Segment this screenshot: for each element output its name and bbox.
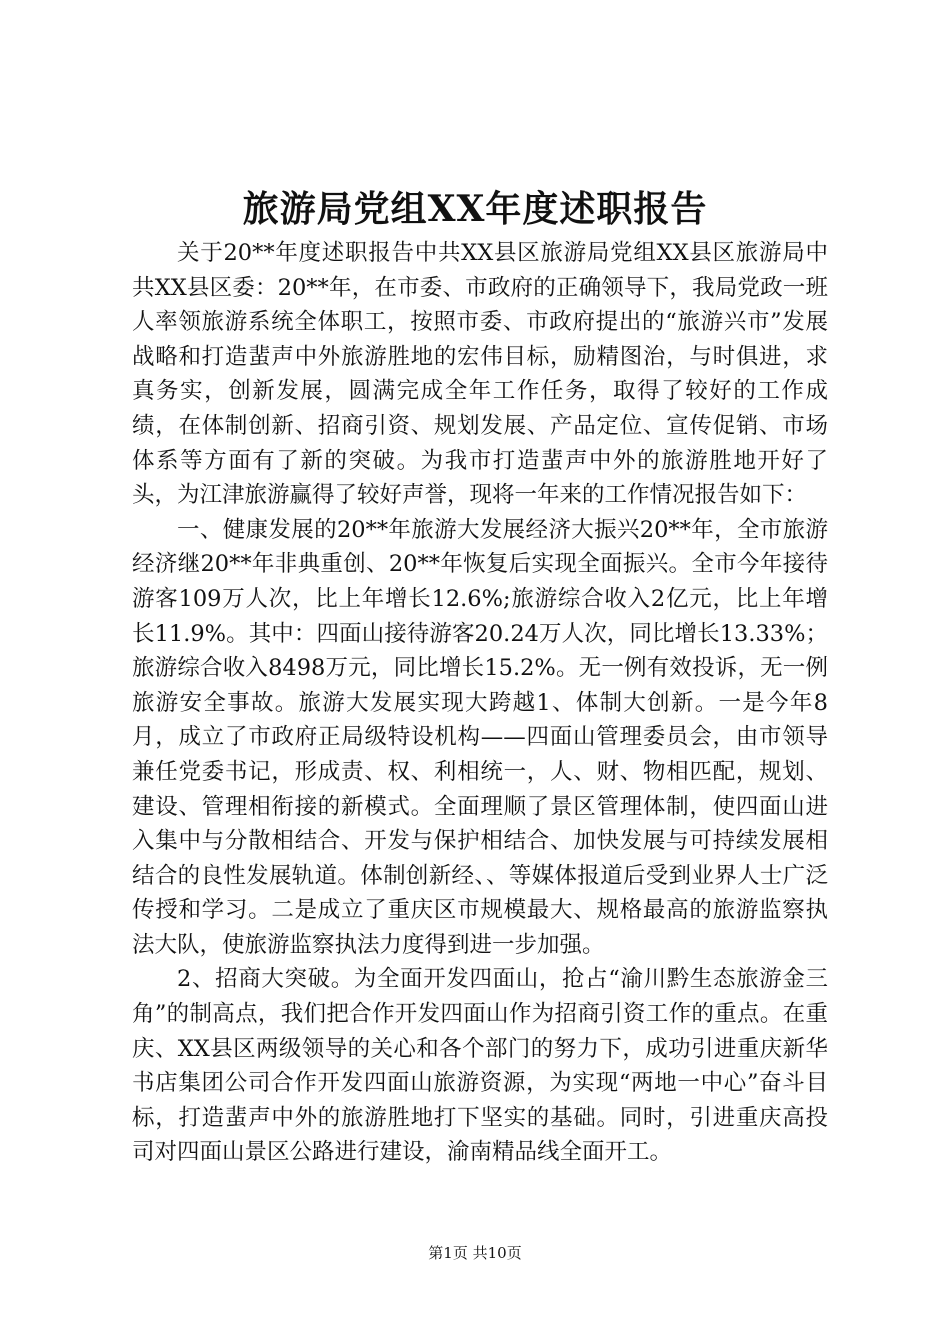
document-body <box>132 236 828 1170</box>
paragraph-intro: 关于20**年度述职报告中共XX县区旅游局党组XX县区旅游局中共XX县区委：20**年，在市委、市政府的正确领导下，我局党政一班人率领旅游系统全体职工，按照市委、市政府提出的“旅游兴市”发展战略和打造蜚声中外旅游胜地的宏伟目标，励精图治，与时俱进，求真务实，创新发展，圆满完成全年工作任务，取得了较好的工作成绩，在体制创新、招商引资、规划发展、产品定位、宣传促销、市场体系等方面有了新的突破。为我市打造蜚声中外的旅游胜地开好了头，为江津旅游赢得了较好声誉，现将一年来的工作情况报告如下： <box>132 240 828 509</box>
document-title: 旅游局党组XX年度述职报告 <box>242 188 708 230</box>
paragraph-investment: 2、招商大突破。为全面开发四面山，抢占“渝川黔生态旅游金三角”的制高点，我们把合作开发四面山作为招商引资工作的重点。在重庆、XX县区两级领导的关心和各个部门的努力下，成功引进重庆新华书店集团公司合作开发四面山旅游资源，为实现“两地一中心”奋斗目标，打造蜚声中外的旅游胜地打下坚实的基础。同时，引进重庆高投司对四面山景区公路进行建设，渝南精品线全面开工。 <box>132 966 828 1166</box>
page-number-footer: 第1页 共10页 <box>428 1244 522 1262</box>
paragraph-section-one: 一、健康发展的20**年旅游大发展经济大振兴20**年，全市旅游经济继20**年非典重创、20**年恢复后实现全面振兴。全市今年接待游客109万人次，比上年增长12.6%;旅游综合收入2亿元，比上年增长11.9%。其中：四面山接待游客20.24万人次，同比增长13.33%；旅游综合收入8498万元，同比增长15.2%。无一例有效投诉，无一例旅游安全事故。旅游大发展实现大跨越1、体制大创新。一是今年8月，成立了市政府正局级特设机构——四面山管理委员会，由市领导兼任党委书记，形成责、权、利相统一，人、财、物相匹配，规划、建设、管理相衔接的新模式。全面理顺了景区管理体制，使四面山进入集中与分散相结合、开发与保护相结合、加快发展与可持续发展相结合的良性发展轨道。体制创新经、、等媒体报道后受到业界人士广泛传授和学习。二是成立了重庆区市规模最大、规格最高的旅游监察执法大队，使旅游监察执法力度得到进一步加强。 <box>132 516 828 958</box>
